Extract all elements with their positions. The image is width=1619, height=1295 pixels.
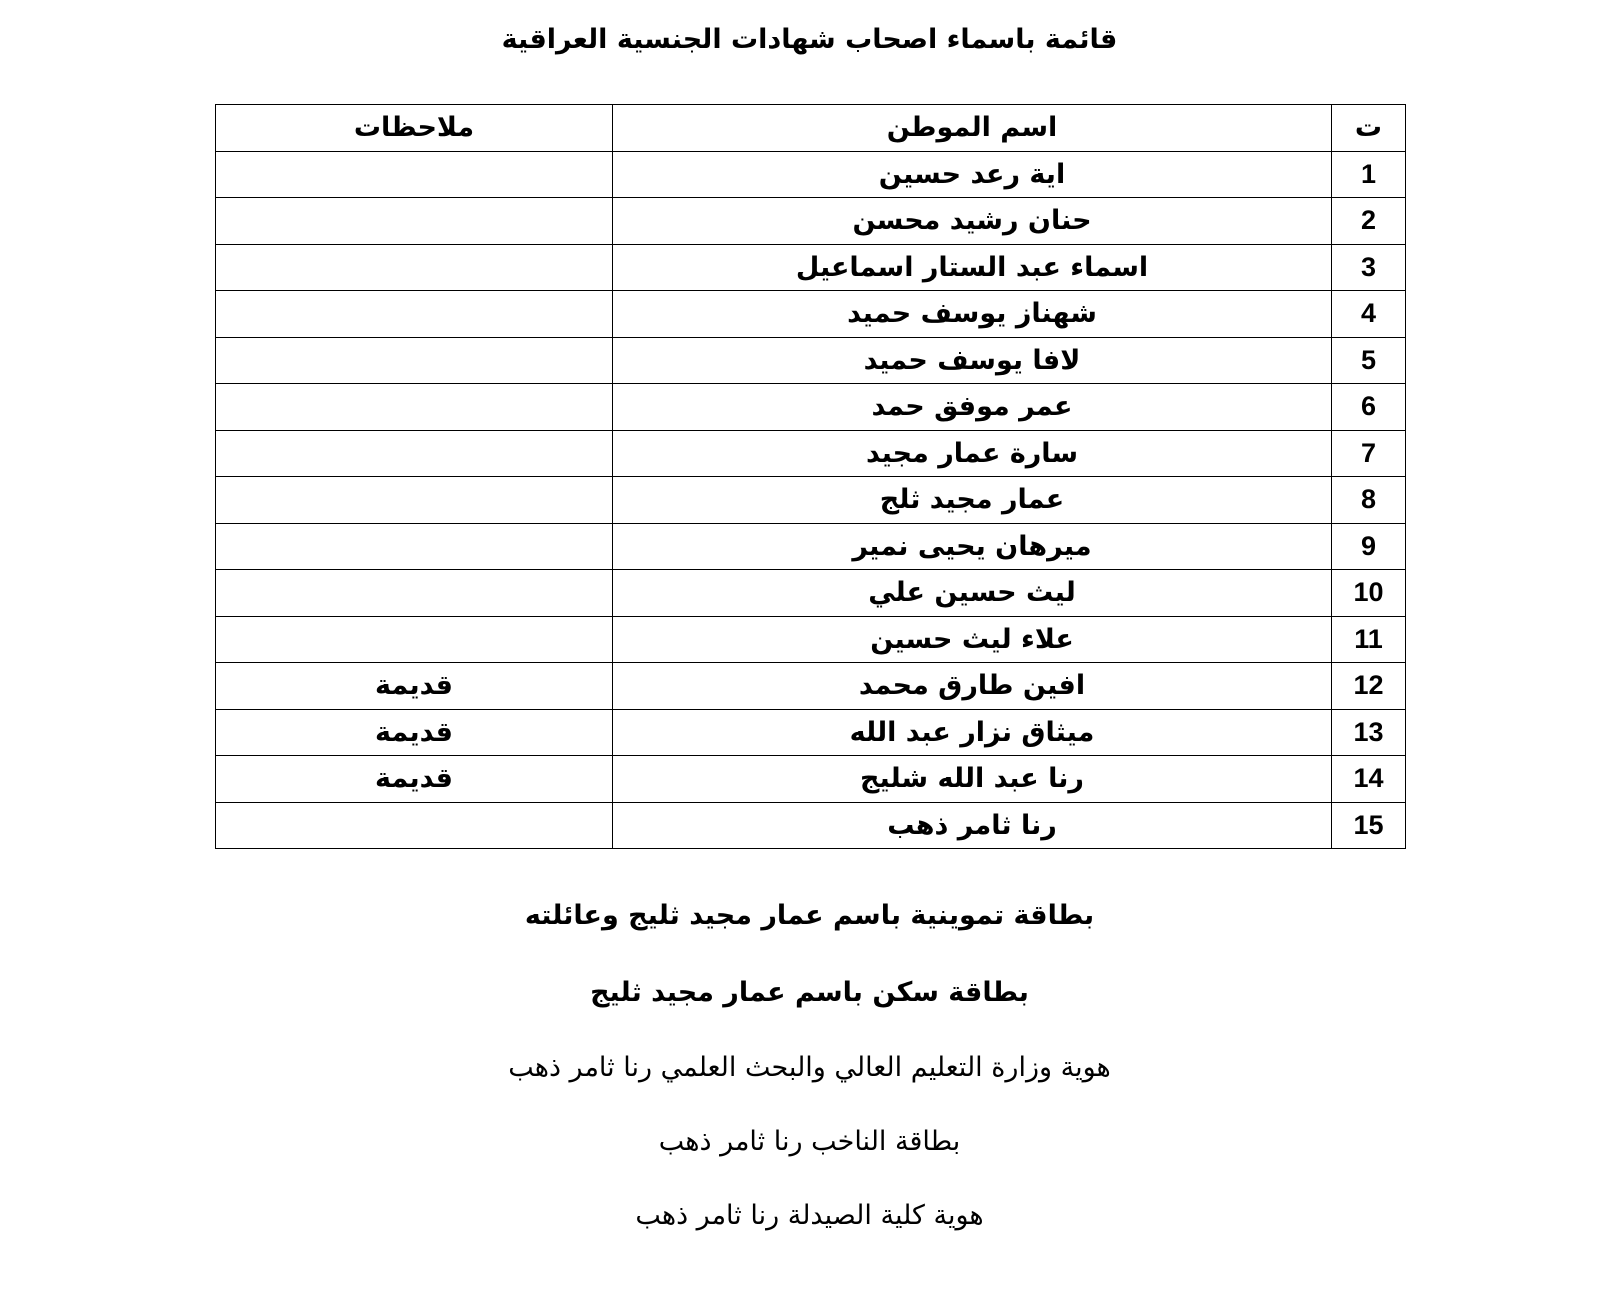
row-notes bbox=[216, 151, 613, 198]
row-number: 9 bbox=[1332, 523, 1406, 570]
row-name: سارة عمار مجيد bbox=[613, 430, 1332, 477]
row-name: ليث حسين علي bbox=[613, 570, 1332, 617]
page-title: قائمة باسماء اصحاب شهادات الجنسية العراقية bbox=[501, 24, 1118, 55]
row-number: 12 bbox=[1332, 663, 1406, 710]
row-name: لافا يوسف حميد bbox=[613, 337, 1332, 384]
row-number: 1 bbox=[1332, 151, 1406, 198]
table-header-row bbox=[216, 105, 1406, 152]
row-number: 10 bbox=[1332, 570, 1406, 617]
row-number: 3 bbox=[1332, 244, 1406, 291]
row-notes bbox=[216, 430, 613, 477]
row-number: 15 bbox=[1332, 802, 1406, 849]
row-name: ميثاق نزار عبد الله bbox=[613, 709, 1332, 756]
table-row bbox=[216, 756, 1406, 803]
row-name: حنان رشيد محسن bbox=[613, 198, 1332, 245]
table-row bbox=[216, 384, 1406, 431]
row-number: 13 bbox=[1332, 709, 1406, 756]
row-notes bbox=[216, 477, 613, 524]
row-name: رنا عبد الله شليج bbox=[613, 756, 1332, 803]
table-row bbox=[216, 337, 1406, 384]
ministry-id-line: هوية وزارة التعليم العالي والبحث العلمي رنا ثامر ذهب bbox=[508, 1052, 1111, 1083]
row-number: 2 bbox=[1332, 198, 1406, 245]
table-row bbox=[216, 709, 1406, 756]
row-name: اسماء عبد الستار اسماعيل bbox=[613, 244, 1332, 291]
row-notes: قديمة bbox=[216, 709, 613, 756]
table-row bbox=[216, 523, 1406, 570]
row-number: 8 bbox=[1332, 477, 1406, 524]
row-notes: قديمة bbox=[216, 756, 613, 803]
table-row bbox=[216, 291, 1406, 338]
table-row bbox=[216, 477, 1406, 524]
row-name: عمر موفق حمد bbox=[613, 384, 1332, 431]
row-number: 11 bbox=[1332, 616, 1406, 663]
row-name: علاء ليث حسين bbox=[613, 616, 1332, 663]
table-row bbox=[216, 430, 1406, 477]
row-notes bbox=[216, 384, 613, 431]
row-notes: قديمة bbox=[216, 663, 613, 710]
table-row bbox=[216, 244, 1406, 291]
row-number: 6 bbox=[1332, 384, 1406, 431]
header-notes: ملاحظات bbox=[216, 105, 613, 152]
ration-card-line: بطاقة تموينية باسم عمار مجيد ثليج وعائلته bbox=[524, 900, 1095, 931]
row-number: 4 bbox=[1332, 291, 1406, 338]
row-notes bbox=[216, 337, 613, 384]
row-notes bbox=[216, 198, 613, 245]
table-row bbox=[216, 570, 1406, 617]
row-notes bbox=[216, 523, 613, 570]
table-body bbox=[216, 151, 1406, 849]
row-name: عمار مجيد ثلج bbox=[613, 477, 1332, 524]
row-name: شهناز يوسف حميد bbox=[613, 291, 1332, 338]
pharmacy-id-line: هوية كلية الصيدلة رنا ثامر ذهب bbox=[635, 1200, 984, 1231]
header-name: اسم الموطن bbox=[613, 105, 1332, 152]
residence-card-line: بطاقة سكن باسم عمار مجيد ثليج bbox=[590, 977, 1029, 1008]
row-name: اية رعد حسين bbox=[613, 151, 1332, 198]
row-name: رنا ثامر ذهب bbox=[613, 802, 1332, 849]
row-name: ميرهان يحيى نمير bbox=[613, 523, 1332, 570]
table-row bbox=[216, 616, 1406, 663]
row-number: 14 bbox=[1332, 756, 1406, 803]
row-name: افين طارق محمد bbox=[613, 663, 1332, 710]
row-notes bbox=[216, 291, 613, 338]
voter-card-line: بطاقة الناخب رنا ثامر ذهب bbox=[658, 1126, 961, 1157]
row-notes bbox=[216, 570, 613, 617]
row-notes bbox=[216, 616, 613, 663]
row-notes bbox=[216, 244, 613, 291]
table-row bbox=[216, 663, 1406, 710]
row-notes bbox=[216, 802, 613, 849]
row-number: 7 bbox=[1332, 430, 1406, 477]
table-row bbox=[216, 198, 1406, 245]
table-row bbox=[216, 802, 1406, 849]
row-number: 5 bbox=[1332, 337, 1406, 384]
header-number: ت bbox=[1332, 105, 1406, 152]
citizens-table bbox=[215, 104, 1406, 849]
table-row bbox=[216, 151, 1406, 198]
